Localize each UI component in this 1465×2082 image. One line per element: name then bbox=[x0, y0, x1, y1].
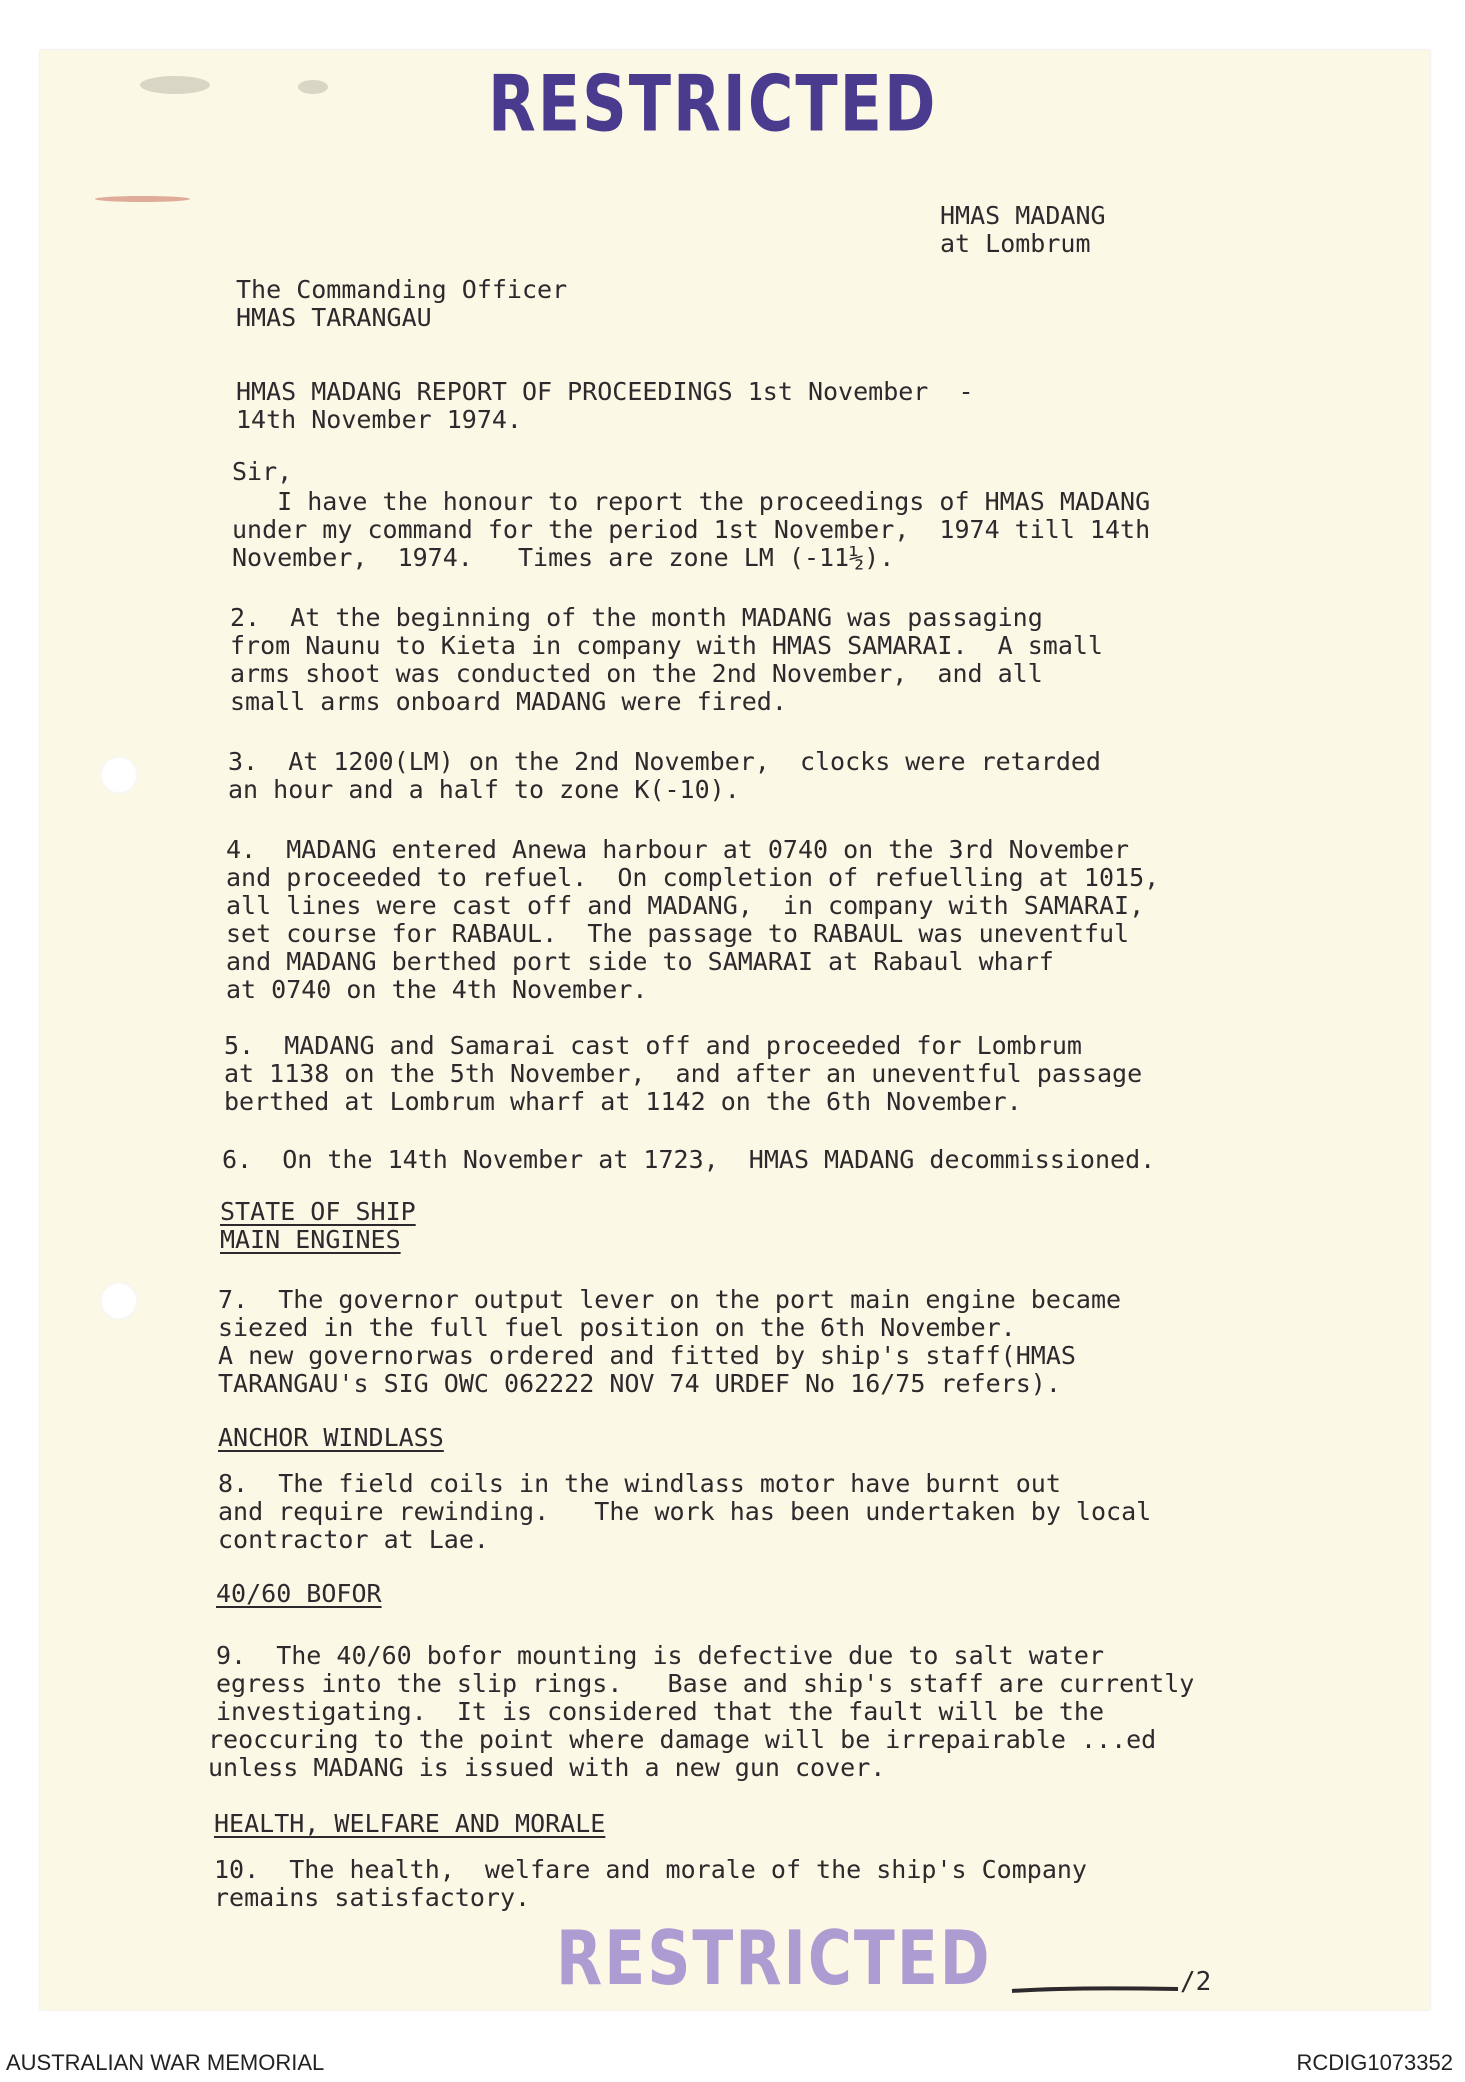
footer-record-id: RCDIG1073352 bbox=[1296, 2050, 1453, 2075]
paragraph-6-line: 6. On the 14th November at 1723, HMAS MADANG decommissioned. bbox=[222, 1145, 1156, 1174]
paragraph-8-line: and require rewinding. The work has been undertaken by local bbox=[218, 1497, 1152, 1526]
paragraph-7-line: siezed in the full fuel position on the 6th November. bbox=[218, 1313, 1016, 1342]
paragraph-4-line: 4. MADANG entered Anewa harbour at 0740 on the 3rd November bbox=[226, 835, 1130, 864]
restricted-stamp-bottom: RESTRICTED bbox=[556, 1915, 992, 2003]
subject-line: 14th November 1974. bbox=[236, 405, 522, 434]
punch-hole bbox=[100, 756, 138, 794]
rust-mark bbox=[95, 196, 190, 202]
paragraph-10-line: 10. The health, welfare and morale of the ship's Company bbox=[214, 1855, 1087, 1884]
paragraph-7-line: 7. The governor output lever on the port main engine became bbox=[218, 1285, 1122, 1314]
paragraph-4-line: set course for RABAUL. The passage to RABAUL was uneventful bbox=[226, 919, 1130, 948]
paragraph-4-line: and MADANG berthed port side to SAMARAI at Rabaul wharf bbox=[226, 947, 1054, 976]
heading-main-engines: MAIN ENGINES bbox=[220, 1225, 401, 1254]
heading-health-welfare-morale: HEALTH, WELFARE AND MORALE bbox=[214, 1809, 606, 1838]
paragraph-3-line: 3. At 1200(LM) on the 2nd November, clocks were retarded bbox=[228, 747, 1101, 776]
paragraph-1-line: I have the honour to report the proceedings of HMAS MADANG bbox=[232, 487, 1151, 516]
paragraph-5-line: berthed at Lombrum wharf at 1142 on the 6th November. bbox=[224, 1087, 1022, 1116]
subject-line: HMAS MADANG REPORT OF PROCEEDINGS 1st November - bbox=[236, 377, 974, 406]
footer-archive-name: AUSTRALIAN WAR MEMORIAL bbox=[6, 2050, 325, 2075]
paragraph-7-line: A new governorwas ordered and fitted by ship's staff(HMAS bbox=[218, 1341, 1076, 1370]
punch-hole bbox=[100, 1282, 138, 1320]
paragraph-5-line: 5. MADANG and Samarai cast off and proceeded for Lombrum bbox=[224, 1031, 1082, 1060]
recipient-title: The Commanding Officer bbox=[236, 275, 568, 304]
paragraph-2-line: small arms onboard MADANG were fired. bbox=[230, 687, 787, 716]
heading-bofor: 40/60 BOFOR bbox=[216, 1579, 382, 1608]
paragraph-9-line: investigating. It is considered that the fault will be the bbox=[216, 1697, 1105, 1726]
paragraph-9-line: 9. The 40/60 bofor mounting is defective due to salt water bbox=[216, 1641, 1105, 1670]
restricted-stamp-top: RESTRICTED bbox=[488, 58, 938, 150]
salutation: Sir, bbox=[232, 457, 293, 486]
page-continuation: /2 bbox=[1180, 1967, 1212, 1997]
paragraph-5-line: at 1138 on the 5th November, and after an uneventful passage bbox=[224, 1059, 1143, 1088]
smudge-mark bbox=[140, 76, 210, 94]
paragraph-9-line: egress into the slip rings. Base and ship's staff are currently bbox=[216, 1669, 1195, 1698]
paragraph-7-line: TARANGAU's SIG OWC 062222 NOV 74 URDEF No 16/75 refers). bbox=[218, 1369, 1061, 1398]
paragraph-1-line: under my command for the period 1st November, 1974 till 14th bbox=[232, 515, 1151, 544]
paragraph-8-line: contractor at Lae. bbox=[218, 1525, 489, 1554]
sender-location: at Lombrum bbox=[940, 229, 1091, 258]
paragraph-8-line: 8. The field coils in the windlass motor have burnt out bbox=[218, 1469, 1061, 1498]
sender-ship: HMAS MADANG bbox=[940, 201, 1106, 230]
paragraph-2-line: 2. At the beginning of the month MADANG was passaging bbox=[230, 603, 1043, 632]
heading-anchor-windlass: ANCHOR WINDLASS bbox=[218, 1423, 444, 1452]
paragraph-1-line: November, 1974. Times are zone LM (-11½). bbox=[232, 543, 895, 572]
heading-state-of-ship: STATE OF SHIP bbox=[220, 1197, 416, 1226]
paragraph-9-line: reoccuring to the point where damage will be irrepairable ...ed bbox=[208, 1725, 1157, 1754]
smudge-mark bbox=[298, 80, 328, 94]
paragraph-10-line: remains satisfactory. bbox=[214, 1883, 531, 1912]
paragraph-4-line: and proceeded to refuel. On completion of refuelling at 1015, bbox=[226, 863, 1160, 892]
paragraph-2-line: arms shoot was conducted on the 2nd November, and all bbox=[230, 659, 1043, 688]
paragraph-2-line: from Naunu to Kieta in company with HMAS SAMARAI. A small bbox=[230, 631, 1103, 660]
paragraph-4-line: at 0740 on the 4th November. bbox=[226, 975, 648, 1004]
recipient-ship: HMAS TARANGAU bbox=[236, 303, 432, 332]
continuation-strike-mark bbox=[1010, 1985, 1180, 1995]
paragraph-9-line: unless MADANG is issued with a new gun cover. bbox=[208, 1753, 886, 1782]
paragraph-3-line: an hour and a half to zone K(-10). bbox=[228, 775, 740, 804]
paragraph-4-line: all lines were cast off and MADANG, in company with SAMARAI, bbox=[226, 891, 1145, 920]
